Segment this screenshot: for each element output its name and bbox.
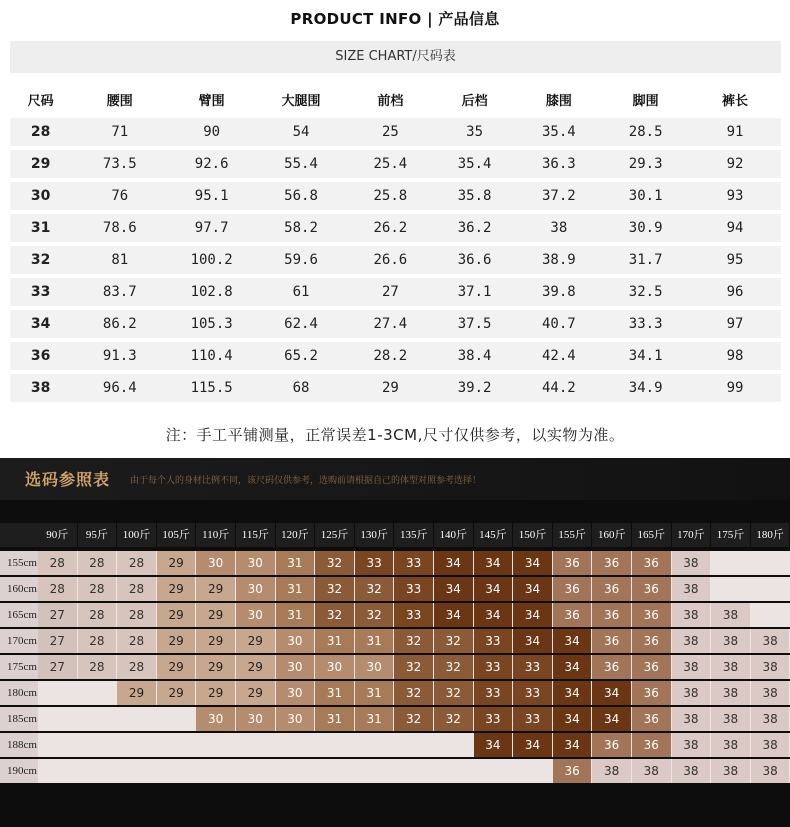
reference-cell: 31 bbox=[276, 603, 315, 627]
reference-cell: 32 bbox=[394, 681, 433, 705]
height-header: 165cm bbox=[0, 603, 38, 627]
reference-cell: 28 bbox=[78, 551, 117, 575]
reference-cell: 28 bbox=[78, 603, 117, 627]
reference-cell: 34 bbox=[553, 733, 592, 757]
weight-header: 145斤 bbox=[474, 523, 513, 547]
reference-cell: 38 bbox=[672, 629, 711, 653]
reference-cell: 28 bbox=[78, 577, 117, 601]
size-value-cell: 30.9 bbox=[602, 214, 689, 242]
reference-cell: 31 bbox=[355, 681, 394, 705]
weight-header: 130斤 bbox=[355, 523, 394, 547]
reference-cell: 34 bbox=[513, 551, 552, 575]
reference-cell: 29 bbox=[157, 629, 196, 653]
reference-cell: 32 bbox=[394, 655, 433, 679]
reference-cell: 31 bbox=[276, 551, 315, 575]
reference-cell: 38 bbox=[751, 629, 790, 653]
size-value-cell: 62.4 bbox=[255, 310, 347, 338]
reference-cell: 38 bbox=[711, 655, 750, 679]
reference-cell: 34 bbox=[513, 629, 552, 653]
size-table-header-cell: 膝围 bbox=[545, 93, 572, 109]
reference-cell: 36 bbox=[632, 577, 671, 601]
size-table-header-cell: 前档 bbox=[377, 93, 404, 109]
reference-cell: 34 bbox=[513, 577, 552, 601]
size-value-cell: 36.2 bbox=[434, 214, 516, 242]
reference-cell: 36 bbox=[632, 707, 671, 731]
size-value-cell: 102.8 bbox=[168, 278, 255, 306]
reference-cell: 38 bbox=[751, 707, 790, 731]
reference-cell: 33 bbox=[474, 681, 513, 705]
reference-cell: 28 bbox=[78, 629, 117, 653]
reference-cell: 29 bbox=[157, 681, 196, 705]
height-header: 188cm bbox=[0, 733, 38, 757]
size-table-header-cell: 臂围 bbox=[198, 93, 225, 109]
size-value-cell: 81 bbox=[71, 246, 168, 274]
reference-cell: 34 bbox=[513, 733, 552, 757]
reference-cell: 36 bbox=[592, 551, 631, 575]
size-value-cell: 83.7 bbox=[71, 278, 168, 306]
size-table-row bbox=[10, 246, 781, 274]
reference-cell: 33 bbox=[513, 681, 552, 705]
reference-cell: 27 bbox=[38, 655, 77, 679]
size-value-cell: 54 bbox=[255, 118, 347, 146]
reference-cell: 36 bbox=[553, 759, 592, 783]
size-value-cell: 34.9 bbox=[602, 374, 689, 402]
reference-cell: 38 bbox=[711, 759, 750, 783]
height-header: 190cm bbox=[0, 759, 38, 783]
size-value-cell: 105.3 bbox=[168, 310, 255, 338]
size-table bbox=[10, 80, 781, 406]
height-header: 170cm bbox=[0, 629, 38, 653]
size-value-cell: 98 bbox=[689, 342, 781, 370]
size-value-cell: 25.8 bbox=[347, 182, 434, 210]
reference-cell: 34 bbox=[434, 603, 473, 627]
reference-cell: 36 bbox=[592, 655, 631, 679]
size-table-row bbox=[10, 310, 781, 338]
reference-cell: 36 bbox=[632, 733, 671, 757]
reference-cell: 38 bbox=[751, 759, 790, 783]
size-value-cell: 100.2 bbox=[168, 246, 255, 274]
size-table-header-cell: 腰围 bbox=[106, 93, 133, 109]
size-table-row bbox=[10, 214, 781, 242]
size-value-cell: 35.4 bbox=[515, 118, 602, 146]
size-value-cell: 95.1 bbox=[168, 182, 255, 210]
size-label-cell: 34 bbox=[10, 310, 71, 338]
size-value-cell: 71 bbox=[71, 118, 168, 146]
reference-cell: 30 bbox=[276, 681, 315, 705]
size-value-cell: 40.7 bbox=[515, 310, 602, 338]
size-value-cell: 28.2 bbox=[347, 342, 434, 370]
size-value-cell: 26.6 bbox=[347, 246, 434, 274]
size-value-cell: 61 bbox=[255, 278, 347, 306]
reference-cell: 38 bbox=[672, 655, 711, 679]
reference-cell: 38 bbox=[751, 681, 790, 705]
size-value-cell: 31.7 bbox=[602, 246, 689, 274]
size-value-cell: 93 bbox=[689, 182, 781, 210]
size-value-cell: 78.6 bbox=[71, 214, 168, 242]
reference-cell: 29 bbox=[157, 603, 196, 627]
height-header: 180cm bbox=[0, 681, 38, 705]
size-table-header-cell: 裤长 bbox=[722, 93, 749, 109]
weight-header: 140斤 bbox=[434, 523, 473, 547]
weight-header: 180斤 bbox=[751, 523, 790, 547]
reference-cell: 32 bbox=[434, 681, 473, 705]
reference-cell: 29 bbox=[196, 681, 235, 705]
weight-header: 150斤 bbox=[513, 523, 552, 547]
reference-cell: 30 bbox=[196, 707, 235, 731]
weight-header: 95斤 bbox=[78, 523, 117, 547]
reference-cell: 28 bbox=[117, 629, 156, 653]
reference-cell: 36 bbox=[553, 577, 592, 601]
weight-header: 135斤 bbox=[394, 523, 433, 547]
reference-cell: 36 bbox=[592, 577, 631, 601]
size-value-cell: 33.3 bbox=[602, 310, 689, 338]
reference-cell: 32 bbox=[315, 603, 354, 627]
size-label-cell: 36 bbox=[10, 342, 71, 370]
reference-cell: 27 bbox=[38, 629, 77, 653]
reference-cell: 29 bbox=[196, 577, 235, 601]
size-label-cell: 33 bbox=[10, 278, 71, 306]
size-value-cell: 38.9 bbox=[515, 246, 602, 274]
reference-cell: 30 bbox=[276, 655, 315, 679]
size-value-cell: 25.4 bbox=[347, 150, 434, 178]
size-label-cell: 32 bbox=[10, 246, 71, 274]
reference-cell: 38 bbox=[672, 551, 711, 575]
reference-cell: 28 bbox=[117, 551, 156, 575]
size-value-cell: 97.7 bbox=[168, 214, 255, 242]
reference-cell: 36 bbox=[553, 603, 592, 627]
reference-cell: 38 bbox=[711, 707, 750, 731]
size-table-body bbox=[10, 118, 781, 402]
size-table-header-cell: 脚围 bbox=[632, 93, 659, 109]
reference-cell: 30 bbox=[355, 655, 394, 679]
size-value-cell: 35.8 bbox=[434, 182, 516, 210]
reference-cell: 30 bbox=[276, 629, 315, 653]
size-value-cell: 86.2 bbox=[71, 310, 168, 338]
reference-cell: 36 bbox=[553, 551, 592, 575]
size-label-cell: 29 bbox=[10, 150, 71, 178]
reference-cell: 31 bbox=[355, 707, 394, 731]
reference-cell: 34 bbox=[474, 551, 513, 575]
size-value-cell: 35.4 bbox=[434, 150, 516, 178]
size-table-header bbox=[10, 84, 781, 114]
reference-cell: 33 bbox=[474, 629, 513, 653]
reference-cell: 28 bbox=[117, 603, 156, 627]
weight-header: 90斤 bbox=[38, 523, 77, 547]
weight-header: 155斤 bbox=[553, 523, 592, 547]
reference-cell: 29 bbox=[157, 655, 196, 679]
reference-cell: 38 bbox=[751, 655, 790, 679]
reference-cell: 28 bbox=[38, 551, 77, 575]
reference-cell: 38 bbox=[711, 733, 750, 757]
bottom-strip bbox=[0, 785, 790, 827]
size-label-cell: 31 bbox=[10, 214, 71, 242]
reference-cell: 29 bbox=[157, 551, 196, 575]
reference-cell: 33 bbox=[474, 707, 513, 731]
size-table-row bbox=[10, 150, 781, 178]
reference-subtitle: 由于每个人的身材比例不同，该尺码仅供参考，选购前请根据自己的体型对照参考选择！ bbox=[130, 476, 482, 486]
size-value-cell: 73.5 bbox=[71, 150, 168, 178]
reference-cell: 28 bbox=[117, 655, 156, 679]
size-value-cell: 27.4 bbox=[347, 310, 434, 338]
reference-cell: 29 bbox=[196, 629, 235, 653]
size-value-cell: 65.2 bbox=[255, 342, 347, 370]
reference-cell: 33 bbox=[355, 551, 394, 575]
reference-cell: 29 bbox=[236, 681, 275, 705]
reference-cell: 33 bbox=[513, 707, 552, 731]
size-value-cell: 68 bbox=[255, 374, 347, 402]
size-reference-grid bbox=[0, 523, 790, 785]
size-value-cell: 110.4 bbox=[168, 342, 255, 370]
reference-cell: 29 bbox=[157, 577, 196, 601]
size-value-cell: 90 bbox=[168, 118, 255, 146]
reference-cell: 33 bbox=[394, 577, 433, 601]
reference-cell: 36 bbox=[592, 733, 631, 757]
reference-cell: 34 bbox=[474, 603, 513, 627]
reference-cell: 34 bbox=[434, 551, 473, 575]
size-value-cell: 35 bbox=[434, 118, 516, 146]
reference-cell: 32 bbox=[394, 629, 433, 653]
weight-header: 100斤 bbox=[117, 523, 156, 547]
reference-cell: 38 bbox=[751, 733, 790, 757]
reference-cell: 36 bbox=[632, 629, 671, 653]
reference-cell: 34 bbox=[553, 655, 592, 679]
reference-cell: 30 bbox=[236, 603, 275, 627]
reference-cell: 34 bbox=[553, 707, 592, 731]
size-value-cell: 37.2 bbox=[515, 182, 602, 210]
size-value-cell: 29.3 bbox=[602, 150, 689, 178]
grid-corner bbox=[0, 523, 38, 547]
weight-header: 175斤 bbox=[711, 523, 750, 547]
reference-cell: 32 bbox=[315, 551, 354, 575]
reference-cell: 30 bbox=[196, 551, 235, 575]
reference-cell: 30 bbox=[236, 551, 275, 575]
reference-cell: 28 bbox=[38, 577, 77, 601]
size-value-cell: 92 bbox=[689, 150, 781, 178]
reference-cell: 34 bbox=[434, 577, 473, 601]
reference-cell: 32 bbox=[355, 603, 394, 627]
size-value-cell: 56.8 bbox=[255, 182, 347, 210]
size-table-header-cell: 大腿围 bbox=[281, 93, 321, 109]
size-value-cell: 39.8 bbox=[515, 278, 602, 306]
weight-header: 125斤 bbox=[315, 523, 354, 547]
size-value-cell: 38 bbox=[515, 214, 602, 242]
product-info-title: PRODUCT INFO | 产品信息 bbox=[290, 10, 500, 28]
reference-cell: 30 bbox=[315, 655, 354, 679]
reference-cell: 32 bbox=[355, 577, 394, 601]
reference-cell: 31 bbox=[315, 681, 354, 705]
reference-cell: 33 bbox=[513, 655, 552, 679]
reference-cell: 30 bbox=[236, 577, 275, 601]
size-value-cell: 96 bbox=[689, 278, 781, 306]
reference-cell: 33 bbox=[394, 551, 433, 575]
size-label-cell: 28 bbox=[10, 118, 71, 146]
height-header: 175cm bbox=[0, 655, 38, 679]
reference-cell: 36 bbox=[632, 551, 671, 575]
reference-cell: 29 bbox=[236, 655, 275, 679]
size-value-cell: 99 bbox=[689, 374, 781, 402]
size-value-cell: 115.5 bbox=[168, 374, 255, 402]
size-table-row bbox=[10, 374, 781, 402]
size-value-cell: 37.5 bbox=[434, 310, 516, 338]
reference-cell: 29 bbox=[196, 655, 235, 679]
reference-cell: 38 bbox=[592, 759, 631, 783]
reference-cell: 38 bbox=[632, 759, 671, 783]
reference-cell: 34 bbox=[474, 577, 513, 601]
reference-cell: 38 bbox=[672, 681, 711, 705]
reference-header-bar bbox=[0, 458, 790, 500]
size-value-cell: 29 bbox=[347, 374, 434, 402]
reference-cell: 29 bbox=[196, 603, 235, 627]
height-header: 160cm bbox=[0, 577, 38, 601]
size-table-header-cell: 尺码 bbox=[27, 93, 54, 109]
reference-cell: 31 bbox=[276, 577, 315, 601]
reference-cell: 32 bbox=[394, 707, 433, 731]
size-table-row bbox=[10, 342, 781, 370]
weight-header: 165斤 bbox=[632, 523, 671, 547]
weight-header: 120斤 bbox=[276, 523, 315, 547]
reference-cell: 30 bbox=[276, 707, 315, 731]
size-value-cell: 94 bbox=[689, 214, 781, 242]
size-value-cell: 91.3 bbox=[71, 342, 168, 370]
size-value-cell: 55.4 bbox=[255, 150, 347, 178]
weight-header: 160斤 bbox=[592, 523, 631, 547]
reference-cell: 34 bbox=[553, 681, 592, 705]
reference-cell: 30 bbox=[236, 707, 275, 731]
size-value-cell: 42.4 bbox=[515, 342, 602, 370]
size-value-cell: 76 bbox=[71, 182, 168, 210]
reference-cell: 29 bbox=[117, 681, 156, 705]
reference-cell: 34 bbox=[513, 603, 552, 627]
size-value-cell: 34.1 bbox=[602, 342, 689, 370]
reference-cell: 31 bbox=[315, 707, 354, 731]
weight-header: 170斤 bbox=[672, 523, 711, 547]
size-label-cell: 38 bbox=[10, 374, 71, 402]
size-value-cell: 36.3 bbox=[515, 150, 602, 178]
reference-cell: 33 bbox=[394, 603, 433, 627]
size-value-cell: 37.1 bbox=[434, 278, 516, 306]
size-value-cell: 27 bbox=[347, 278, 434, 306]
reference-cell: 32 bbox=[315, 577, 354, 601]
size-value-cell: 59.6 bbox=[255, 246, 347, 274]
reference-cell: 27 bbox=[38, 603, 77, 627]
size-table-row bbox=[10, 118, 781, 146]
reference-cell: 28 bbox=[78, 655, 117, 679]
reference-cell: 34 bbox=[592, 707, 631, 731]
reference-cell: 34 bbox=[474, 733, 513, 757]
size-value-cell: 58.2 bbox=[255, 214, 347, 242]
size-value-cell: 30.1 bbox=[602, 182, 689, 210]
weight-header: 105斤 bbox=[157, 523, 196, 547]
size-value-cell: 44.2 bbox=[515, 374, 602, 402]
reference-cell: 34 bbox=[553, 629, 592, 653]
size-value-cell: 32.5 bbox=[602, 278, 689, 306]
reference-cell: 32 bbox=[434, 707, 473, 731]
size-value-cell: 97 bbox=[689, 310, 781, 338]
reference-cell: 38 bbox=[711, 681, 750, 705]
reference-cell: 31 bbox=[315, 629, 354, 653]
weight-header: 110斤 bbox=[196, 523, 235, 547]
reference-cell: 38 bbox=[672, 707, 711, 731]
reference-cell: 38 bbox=[711, 629, 750, 653]
size-value-cell: 28.5 bbox=[602, 118, 689, 146]
reference-cell: 36 bbox=[592, 629, 631, 653]
reference-cell: 29 bbox=[236, 629, 275, 653]
size-value-cell: 96.4 bbox=[71, 374, 168, 402]
size-table-row bbox=[10, 182, 781, 210]
size-table-header-cell: 后档 bbox=[461, 93, 488, 109]
reference-cell: 32 bbox=[434, 655, 473, 679]
size-chart-title: SIZE CHART/尺码表 bbox=[10, 41, 781, 73]
height-header: 185cm bbox=[0, 707, 38, 731]
size-value-cell: 92.6 bbox=[168, 150, 255, 178]
reference-cell: 36 bbox=[632, 681, 671, 705]
reference-cell: 28 bbox=[117, 577, 156, 601]
reference-cell: 33 bbox=[474, 655, 513, 679]
size-value-cell: 26.2 bbox=[347, 214, 434, 242]
size-label-cell: 30 bbox=[10, 182, 71, 210]
reference-cell: 38 bbox=[672, 759, 711, 783]
reference-cell: 31 bbox=[355, 629, 394, 653]
weight-header: 115斤 bbox=[236, 523, 275, 547]
reference-cell: 32 bbox=[434, 629, 473, 653]
size-value-cell: 95 bbox=[689, 246, 781, 274]
size-table-row bbox=[10, 278, 781, 306]
reference-title: 选码参照表 bbox=[25, 470, 111, 489]
reference-cell: 36 bbox=[632, 603, 671, 627]
measurement-note: 注：手工平铺测量，正常误差1-3CM,尺寸仅供参考，以实物为准。 bbox=[165, 426, 625, 444]
size-value-cell: 39.2 bbox=[434, 374, 516, 402]
reference-cell: 36 bbox=[592, 603, 631, 627]
reference-cell: 34 bbox=[592, 681, 631, 705]
height-header: 155cm bbox=[0, 551, 38, 575]
size-value-cell: 25 bbox=[347, 118, 434, 146]
reference-cell: 38 bbox=[672, 577, 711, 601]
reference-cell: 38 bbox=[711, 603, 750, 627]
size-value-cell: 38.4 bbox=[434, 342, 516, 370]
reference-cell: 38 bbox=[672, 603, 711, 627]
size-value-cell: 91 bbox=[689, 118, 781, 146]
reference-cell: 38 bbox=[672, 733, 711, 757]
reference-cell: 36 bbox=[632, 655, 671, 679]
size-value-cell: 36.6 bbox=[434, 246, 516, 274]
